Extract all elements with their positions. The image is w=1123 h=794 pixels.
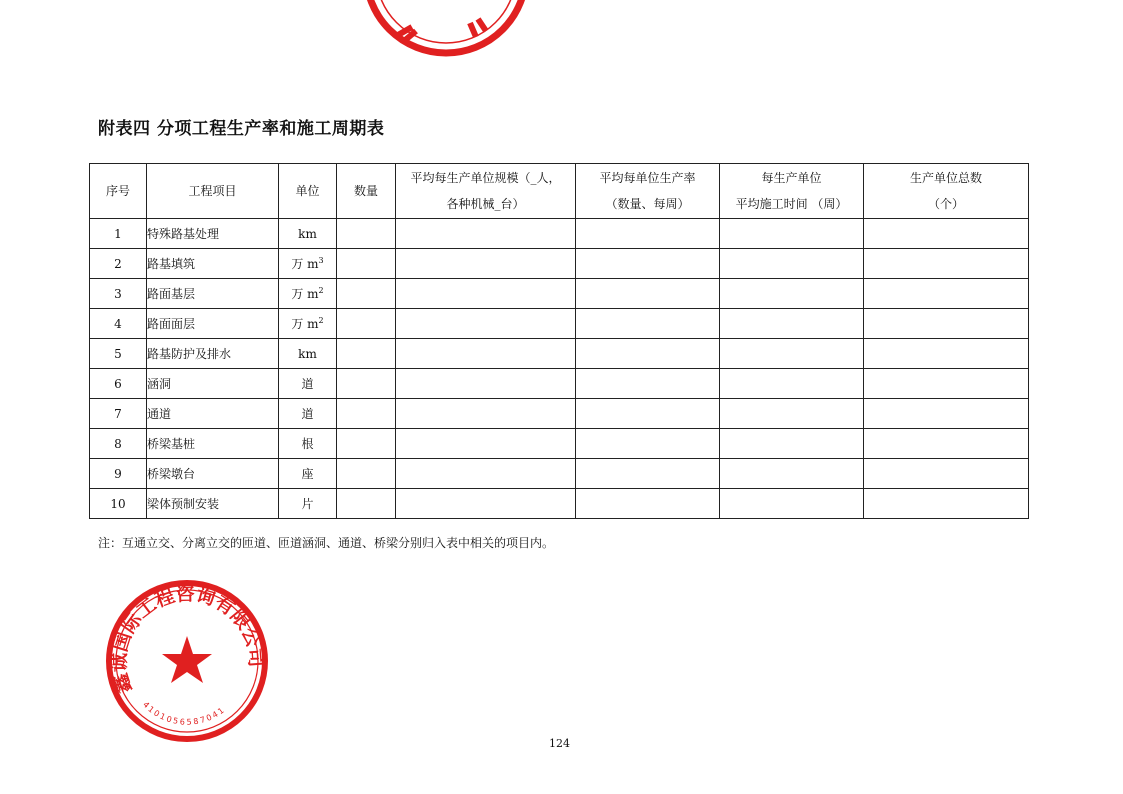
row-unit: 道 bbox=[279, 369, 337, 399]
page-number: 124 bbox=[549, 737, 570, 750]
seal-number-text: 4101056587041 bbox=[141, 700, 228, 727]
header-unit: 单位 bbox=[279, 164, 337, 219]
table-row bbox=[90, 369, 1029, 399]
header-quantity: 数量 bbox=[337, 164, 396, 219]
table-row bbox=[90, 249, 1029, 279]
production-schedule-table bbox=[89, 163, 1029, 519]
table-note: 注：互通立交、分离立交的匝道、匝道涵洞、通道、桥梁分别归入表中相关的项目内。 bbox=[98, 536, 555, 550]
row-unit: 道 bbox=[279, 399, 337, 429]
header-productivity: 平均每单位生产率 （数量、每周） bbox=[576, 164, 720, 219]
header-item: 工程项目 bbox=[147, 164, 279, 219]
header-total-units: 生产单位总数 （个） bbox=[864, 164, 1029, 219]
row-item: 梁体预制安装 bbox=[147, 489, 279, 519]
row-item: 路基填筑 bbox=[147, 249, 279, 279]
header-no: 序号 bbox=[90, 164, 147, 219]
row-item: 特殊路基处理 bbox=[147, 219, 279, 249]
table-row bbox=[90, 489, 1029, 519]
header-scale: 平均每生产单位规模（_人， 各种机械_台） bbox=[396, 164, 576, 219]
row-item: 桥梁墩台 bbox=[147, 459, 279, 489]
table-row bbox=[90, 429, 1029, 459]
seal-company-text: 鑫诚国际工程咨询有限公司 bbox=[108, 583, 267, 696]
row-unit: 片 bbox=[279, 489, 337, 519]
row-no: 6 bbox=[90, 369, 147, 399]
row-item: 通道 bbox=[147, 399, 279, 429]
row-unit: km bbox=[279, 219, 337, 249]
row-item: 路基防护及排水 bbox=[147, 339, 279, 369]
table-header-row bbox=[90, 164, 1029, 219]
row-no: 7 bbox=[90, 399, 147, 429]
row-unit: 根 bbox=[279, 429, 337, 459]
table-row bbox=[90, 219, 1029, 249]
row-unit: 座 bbox=[279, 459, 337, 489]
row-item: 路面基层 bbox=[147, 279, 279, 309]
row-no: 2 bbox=[90, 249, 147, 279]
row-item: 桥梁基桩 bbox=[147, 429, 279, 459]
row-unit: km bbox=[279, 339, 337, 369]
header-duration: 每生产单位 平均施工时间 （周） bbox=[720, 164, 864, 219]
row-unit: 万 $m^3$ bbox=[279, 249, 337, 279]
row-no: 10 bbox=[90, 489, 147, 519]
row-unit: 万 $m^2$ bbox=[279, 279, 337, 309]
row-no: 1 bbox=[90, 219, 147, 249]
table-row bbox=[90, 459, 1029, 489]
row-unit: 万 $m^2$ bbox=[279, 309, 337, 339]
svg-text:4101056587041 bbox=[141, 700, 227, 727]
row-item: 路面面层 bbox=[147, 309, 279, 339]
row-no: 3 bbox=[90, 279, 147, 309]
table-row bbox=[90, 309, 1029, 339]
company-seal-top bbox=[358, 0, 534, 61]
row-no: 9 bbox=[90, 459, 147, 489]
company-seal bbox=[104, 578, 270, 744]
row-no: 4 bbox=[90, 309, 147, 339]
table-row bbox=[90, 279, 1029, 309]
table-row bbox=[90, 399, 1029, 429]
row-no: 5 bbox=[90, 339, 147, 369]
table-row bbox=[90, 339, 1029, 369]
document-title: 附表四 分项工程生产率和施工周期表 bbox=[98, 119, 385, 139]
row-no: 8 bbox=[90, 429, 147, 459]
row-item: 涵洞 bbox=[147, 369, 279, 399]
